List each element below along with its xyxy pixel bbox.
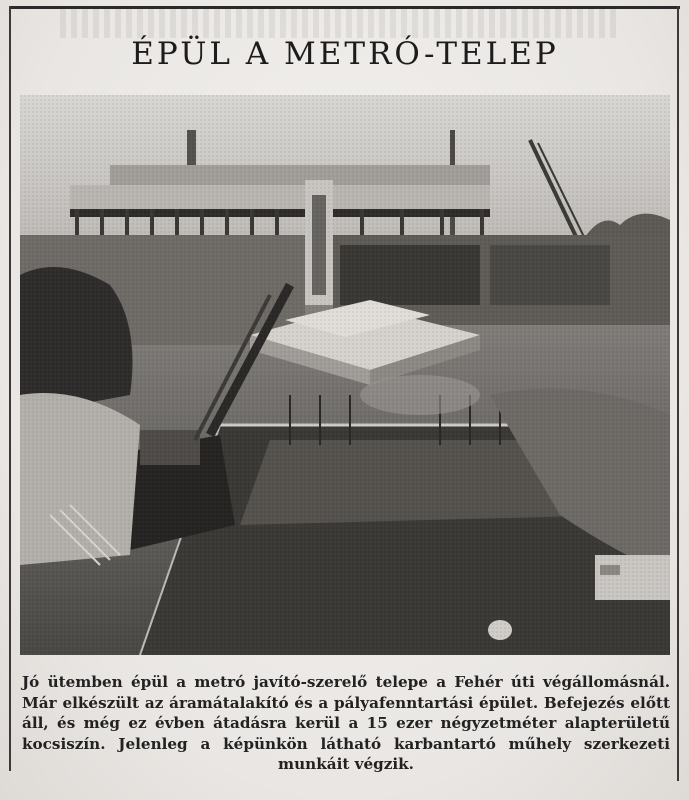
construction-site-photo bbox=[20, 95, 670, 655]
right-column-rule bbox=[677, 6, 679, 781]
photo-caption: Jó ütemben épül a metró javító-szerelő telepe a Fehér úti végállomásnál. Már elkészült az áramátalakító és a pályafenntartási épület. Befejezés előtt áll, és még ez évben átadásra kerül a 15 ezer négyzetméter alapterületű kocsiszín. Jelenleg a képünkön látható karbantartó műhely szerkezeti munkáit végzik. bbox=[22, 673, 670, 773]
headline: ÉPÜL A METRÓ-TELEP bbox=[131, 36, 559, 72]
top-rule bbox=[10, 6, 680, 9]
left-column-rule bbox=[9, 6, 11, 771]
bleed-through-text bbox=[60, 8, 620, 38]
